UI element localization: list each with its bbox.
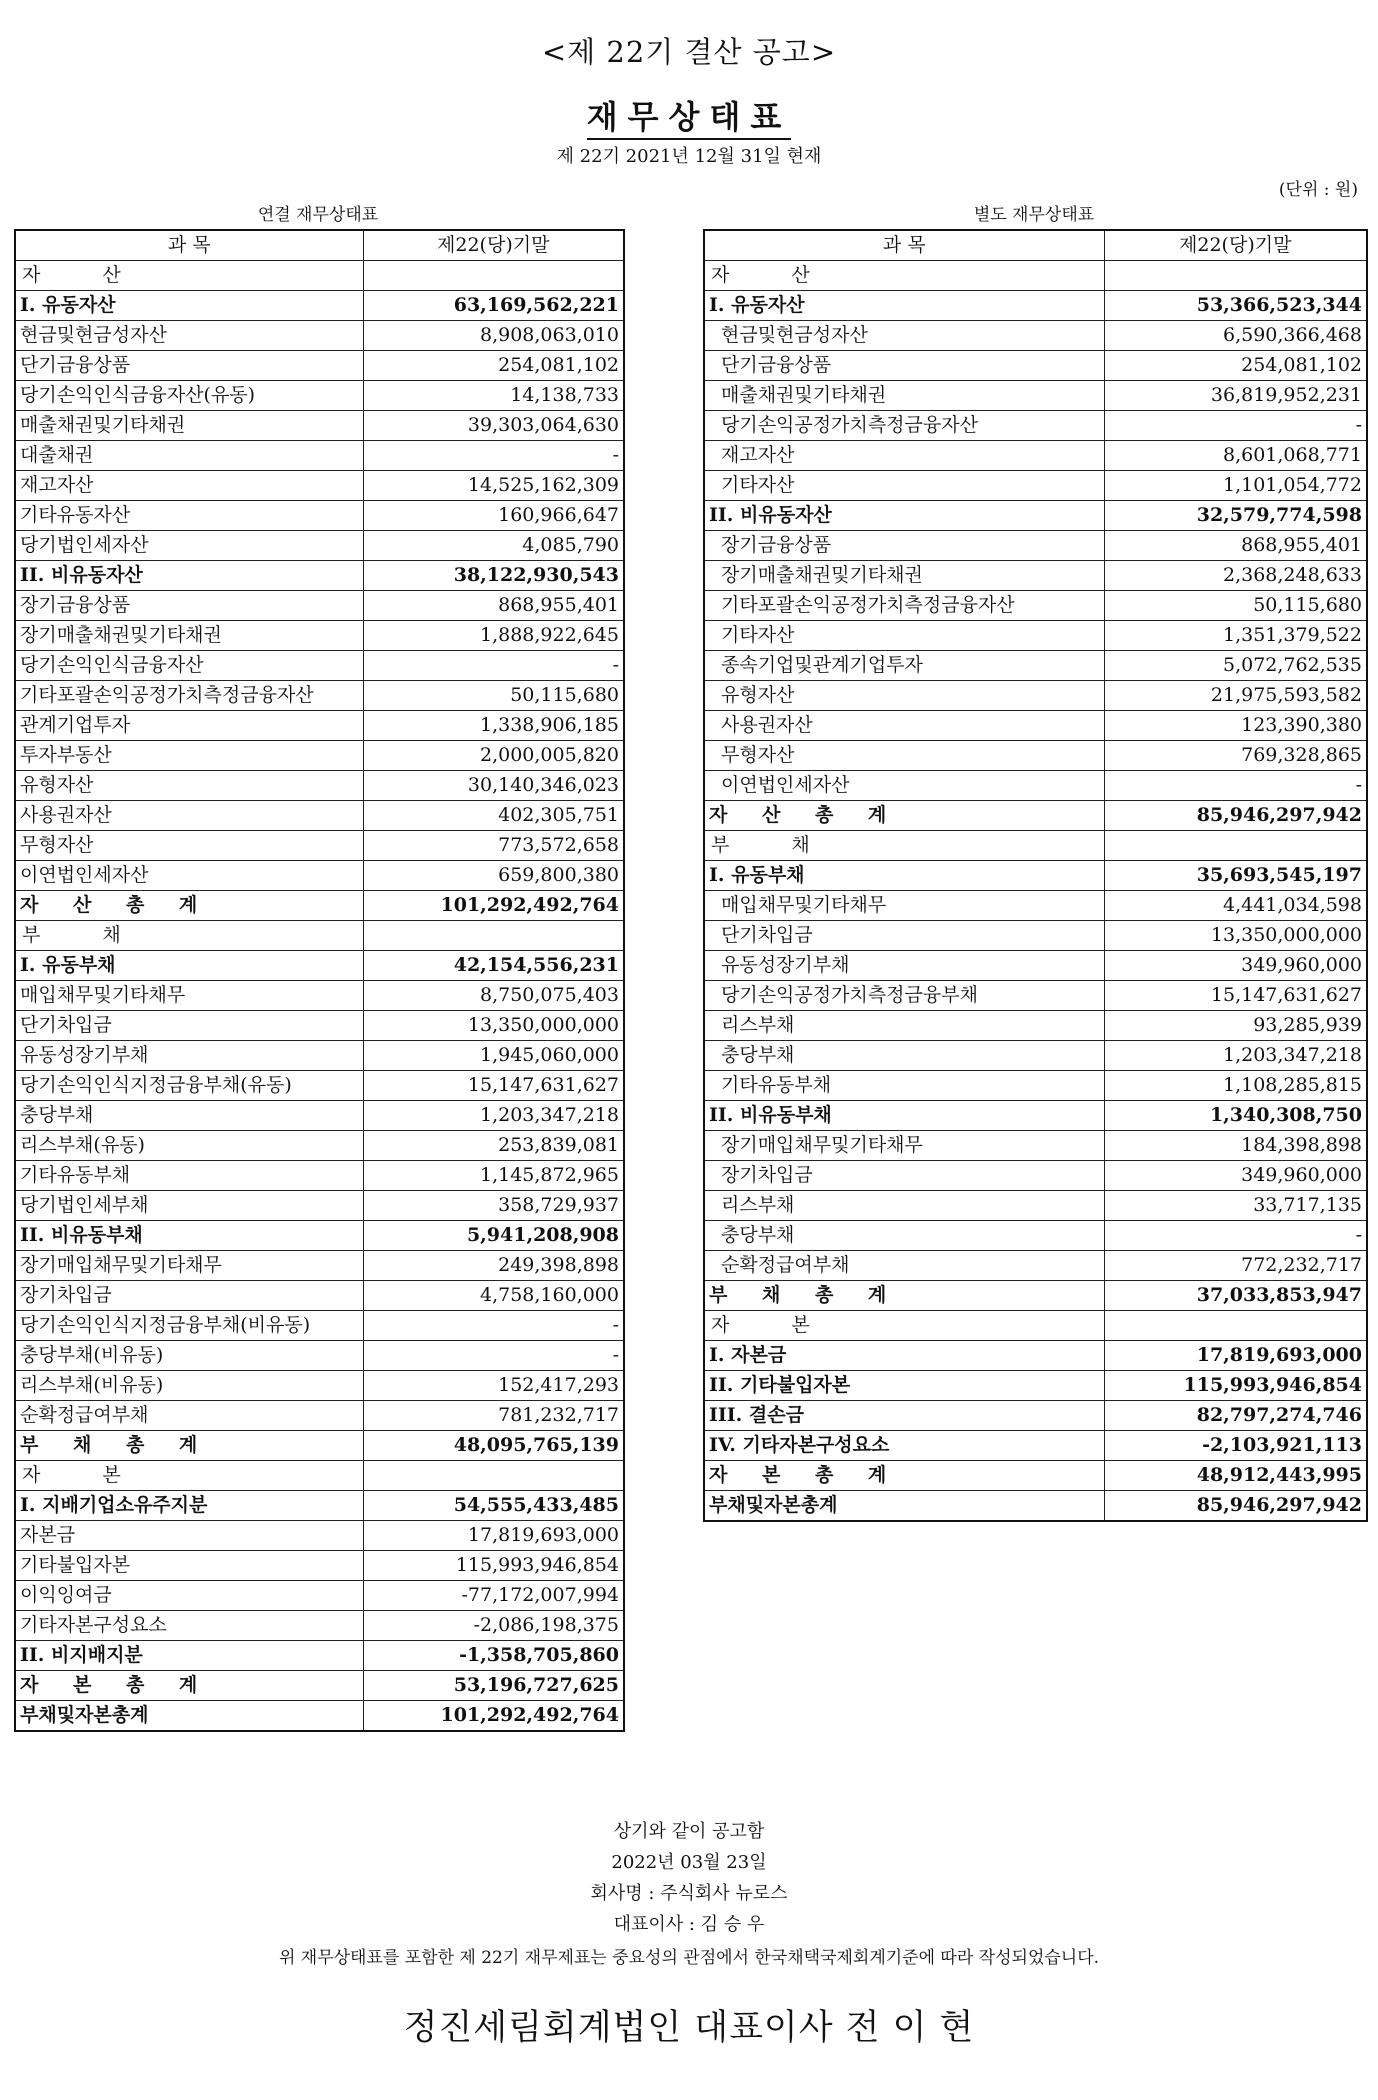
table-row bbox=[704, 1491, 1367, 1522]
account-value: 5,941,208,908 bbox=[363, 1221, 624, 1251]
account-name: 장기금융상품 bbox=[704, 531, 1104, 561]
table-row bbox=[704, 891, 1367, 921]
account-value: 17,819,693,000 bbox=[1104, 1341, 1367, 1371]
account-name: 매출채권및기타채권 bbox=[704, 381, 1104, 411]
account-value: 53,196,727,625 bbox=[363, 1671, 624, 1701]
account-name: 이연법인세자산 bbox=[704, 771, 1104, 801]
account-value: 54,555,433,485 bbox=[363, 1491, 624, 1521]
account-name: 기타불입자본 bbox=[15, 1551, 363, 1581]
account-name: I. 유동자산 bbox=[15, 291, 363, 321]
auditor-signature: 정진세림회계법인 대표이사 전 이 현 bbox=[403, 2008, 975, 2048]
account-name: 리스부채(비유동) bbox=[15, 1371, 363, 1401]
page-title: <제 22기 결산 공고> bbox=[541, 35, 837, 69]
account-value: 254,081,102 bbox=[1104, 351, 1367, 381]
table-row bbox=[704, 291, 1367, 321]
consolidated-balance-sheet bbox=[14, 229, 625, 1732]
account-value bbox=[363, 261, 624, 291]
account-value: 1,101,054,772 bbox=[1104, 471, 1367, 501]
table-row bbox=[15, 1281, 624, 1311]
table-row bbox=[15, 1101, 624, 1131]
account-name: 자 산 bbox=[704, 261, 1104, 291]
account-name: 이익잉여금 bbox=[15, 1581, 363, 1611]
table-row bbox=[15, 531, 624, 561]
table-header bbox=[15, 230, 624, 261]
announcement-date: 2022년 03월 23일 bbox=[611, 1852, 767, 1873]
table-row bbox=[704, 1131, 1367, 1161]
account-value: - bbox=[363, 1311, 624, 1341]
account-name: 당기법인세자산 bbox=[15, 531, 363, 561]
account-value bbox=[363, 921, 624, 951]
table-header bbox=[704, 230, 1367, 261]
table-row bbox=[15, 1461, 624, 1491]
account-value bbox=[1104, 1311, 1367, 1341]
table-row bbox=[15, 441, 624, 471]
reporting-period: 제 22기 2021년 12월 31일 현재 bbox=[556, 146, 822, 167]
account-name: 충당부채 bbox=[704, 1221, 1104, 1251]
account-value: 769,328,865 bbox=[1104, 741, 1367, 771]
account-value: 358,729,937 bbox=[363, 1191, 624, 1221]
account-value: 17,819,693,000 bbox=[363, 1521, 624, 1551]
account-value: 101,292,492,764 bbox=[363, 891, 624, 921]
table-row bbox=[704, 771, 1367, 801]
account-name: 기타자산 bbox=[704, 471, 1104, 501]
table-row bbox=[15, 1371, 624, 1401]
table-row bbox=[15, 1671, 624, 1701]
table-row bbox=[704, 1161, 1367, 1191]
account-value: -1,358,705,860 bbox=[363, 1641, 624, 1671]
account-value: 249,398,898 bbox=[363, 1251, 624, 1281]
header-value: 제22(당)기말 bbox=[1104, 230, 1367, 261]
account-value: 14,138,733 bbox=[363, 381, 624, 411]
account-value bbox=[363, 1461, 624, 1491]
table-row bbox=[15, 891, 624, 921]
table-row bbox=[704, 1191, 1367, 1221]
table-row bbox=[15, 1611, 624, 1641]
account-name: 유형자산 bbox=[15, 771, 363, 801]
account-value: 15,147,631,627 bbox=[363, 1071, 624, 1101]
account-value: 63,169,562,221 bbox=[363, 291, 624, 321]
account-value: - bbox=[1104, 411, 1367, 441]
table-row bbox=[15, 831, 624, 861]
table-row bbox=[15, 1551, 624, 1581]
account-value: 85,946,297,942 bbox=[1104, 1491, 1367, 1522]
account-name: 자 본 bbox=[704, 1311, 1104, 1341]
account-name: 자 산 총 계 bbox=[15, 891, 363, 921]
account-value: 2,000,005,820 bbox=[363, 741, 624, 771]
account-value: 402,305,751 bbox=[363, 801, 624, 831]
account-value: 4,085,790 bbox=[363, 531, 624, 561]
account-name: II. 비유동자산 bbox=[704, 501, 1104, 531]
table-row bbox=[704, 1281, 1367, 1311]
account-value: -2,103,921,113 bbox=[1104, 1431, 1367, 1461]
account-name: II. 비유동자산 bbox=[15, 561, 363, 591]
account-name: 리스부채 bbox=[704, 1191, 1104, 1221]
account-value: 36,819,952,231 bbox=[1104, 381, 1367, 411]
account-name: 당기손익공정가치측정금융부채 bbox=[704, 981, 1104, 1011]
account-value: 82,797,274,746 bbox=[1104, 1401, 1367, 1431]
table-row bbox=[704, 471, 1367, 501]
account-name: 종속기업및관계기업투자 bbox=[704, 651, 1104, 681]
table-row bbox=[704, 681, 1367, 711]
account-value: 1,108,285,815 bbox=[1104, 1071, 1367, 1101]
account-name: 무형자산 bbox=[15, 831, 363, 861]
account-name: II. 비유동부채 bbox=[704, 1101, 1104, 1131]
account-name: 자 산 bbox=[15, 261, 363, 291]
account-name: II. 비유동부채 bbox=[15, 1221, 363, 1251]
table-row bbox=[15, 1011, 624, 1041]
account-name: 자 본 총 계 bbox=[704, 1461, 1104, 1491]
account-value: 101,292,492,764 bbox=[363, 1701, 624, 1732]
table-row bbox=[704, 1461, 1367, 1491]
account-value: 160,966,647 bbox=[363, 501, 624, 531]
table-row bbox=[704, 741, 1367, 771]
account-name: 부채및자본총계 bbox=[704, 1491, 1104, 1522]
account-value: 13,350,000,000 bbox=[1104, 921, 1367, 951]
table-row bbox=[704, 1071, 1367, 1101]
account-name: 부 채 bbox=[15, 921, 363, 951]
account-name: 장기차입금 bbox=[704, 1161, 1104, 1191]
account-name: 현금및현금성자산 bbox=[15, 321, 363, 351]
account-name: 기타유동부채 bbox=[15, 1161, 363, 1191]
account-name: 매입채무및기타채무 bbox=[15, 981, 363, 1011]
account-name: 부 채 총 계 bbox=[704, 1281, 1104, 1311]
account-name: IV. 기타자본구성요소 bbox=[704, 1431, 1104, 1461]
table-row bbox=[704, 1371, 1367, 1401]
account-value: 868,955,401 bbox=[1104, 531, 1367, 561]
audit-opinion: 위 재무상태표를 포함한 제 22기 재무제표는 중요성의 관점에서 한국채택국제회계기준에 따라 작성되었습니다. bbox=[278, 1948, 1100, 1968]
account-value: 37,033,853,947 bbox=[1104, 1281, 1367, 1311]
account-value: 773,572,658 bbox=[363, 831, 624, 861]
account-name: 장기차입금 bbox=[15, 1281, 363, 1311]
account-name: 재고자산 bbox=[15, 471, 363, 501]
account-name: I. 자본금 bbox=[704, 1341, 1104, 1371]
account-name: II. 기타불입자본 bbox=[704, 1371, 1104, 1401]
table-row bbox=[704, 531, 1367, 561]
account-name: 단기차입금 bbox=[15, 1011, 363, 1041]
table-row bbox=[15, 291, 624, 321]
account-name: 기타자본구성요소 bbox=[15, 1611, 363, 1641]
account-value bbox=[1104, 831, 1367, 861]
table-row bbox=[15, 351, 624, 381]
table-row bbox=[15, 801, 624, 831]
account-name: 매입채무및기타채무 bbox=[704, 891, 1104, 921]
table-row bbox=[15, 1251, 624, 1281]
account-value: 30,140,346,023 bbox=[363, 771, 624, 801]
account-name: 당기손익공정가치측정금융자산 bbox=[704, 411, 1104, 441]
table-row bbox=[15, 741, 624, 771]
table-row bbox=[704, 591, 1367, 621]
account-name: 유동성장기부채 bbox=[704, 951, 1104, 981]
table-row bbox=[704, 1341, 1367, 1371]
account-name: 당기손익인식금융자산(유동) bbox=[15, 381, 363, 411]
account-name: I. 유동부채 bbox=[15, 951, 363, 981]
table-row bbox=[15, 1581, 624, 1611]
separate-balance-sheet bbox=[703, 229, 1368, 1522]
table-row bbox=[15, 1341, 624, 1371]
header-value: 제22(당)기말 bbox=[363, 230, 624, 261]
account-value: 14,525,162,309 bbox=[363, 471, 624, 501]
account-value: -2,086,198,375 bbox=[363, 1611, 624, 1641]
account-value: 1,203,347,218 bbox=[1104, 1041, 1367, 1071]
header-account: 과 목 bbox=[15, 230, 363, 261]
account-name: 재고자산 bbox=[704, 441, 1104, 471]
account-name: 당기손익인식지정금융부채(유동) bbox=[15, 1071, 363, 1101]
table-row bbox=[704, 1431, 1367, 1461]
table-row bbox=[704, 411, 1367, 441]
account-value: 781,232,717 bbox=[363, 1401, 624, 1431]
account-value: 115,993,946,854 bbox=[363, 1551, 624, 1581]
announcement-note: 상기와 같이 공고함 bbox=[613, 1821, 765, 1842]
company-name: 회사명 : 주식회사 뉴로스 bbox=[590, 1883, 788, 1904]
table-row bbox=[704, 1401, 1367, 1431]
account-name: 매출채권및기타채권 bbox=[15, 411, 363, 441]
table-row bbox=[704, 1221, 1367, 1251]
account-name: 부 채 총 계 bbox=[15, 1431, 363, 1461]
account-name: 단기금융상품 bbox=[15, 351, 363, 381]
account-value: 772,232,717 bbox=[1104, 1251, 1367, 1281]
account-name: 사용권자산 bbox=[704, 711, 1104, 741]
table-row bbox=[15, 1131, 624, 1161]
table-row bbox=[704, 651, 1367, 681]
account-name: 충당부채 bbox=[15, 1101, 363, 1131]
account-name: 장기매출채권및기타채권 bbox=[15, 621, 363, 651]
account-value: 93,285,939 bbox=[1104, 1011, 1367, 1041]
table-row bbox=[15, 1521, 624, 1551]
table-row bbox=[15, 381, 624, 411]
account-name: 현금및현금성자산 bbox=[704, 321, 1104, 351]
account-value: 4,758,160,000 bbox=[363, 1281, 624, 1311]
table-row bbox=[15, 771, 624, 801]
table-row bbox=[704, 621, 1367, 651]
table-row bbox=[15, 411, 624, 441]
account-value: 115,993,946,854 bbox=[1104, 1371, 1367, 1401]
account-value: - bbox=[1104, 771, 1367, 801]
account-value: 42,154,556,231 bbox=[363, 951, 624, 981]
account-name: 기타유동자산 bbox=[15, 501, 363, 531]
account-value: 2,368,248,633 bbox=[1104, 561, 1367, 591]
account-name: 사용권자산 bbox=[15, 801, 363, 831]
table-row bbox=[704, 1011, 1367, 1041]
table-row bbox=[704, 441, 1367, 471]
account-name: 순확정급여부채 bbox=[704, 1251, 1104, 1281]
table-row bbox=[15, 681, 624, 711]
account-value: 1,338,906,185 bbox=[363, 711, 624, 741]
account-name: 자본금 bbox=[15, 1521, 363, 1551]
account-value: 8,750,075,403 bbox=[363, 981, 624, 1011]
account-name: 자 산 총 계 bbox=[704, 801, 1104, 831]
account-value: 184,398,898 bbox=[1104, 1131, 1367, 1161]
table-row bbox=[704, 381, 1367, 411]
table-row bbox=[15, 1221, 624, 1251]
account-name: I. 유동부채 bbox=[704, 861, 1104, 891]
account-name: 자 본 bbox=[15, 1461, 363, 1491]
account-value: 253,839,081 bbox=[363, 1131, 624, 1161]
account-value bbox=[1104, 261, 1367, 291]
account-value: 8,908,063,010 bbox=[363, 321, 624, 351]
table-row bbox=[15, 621, 624, 651]
account-name: 부채및자본총계 bbox=[15, 1701, 363, 1732]
account-name: 단기금융상품 bbox=[704, 351, 1104, 381]
account-name: 리스부채(유동) bbox=[15, 1131, 363, 1161]
separate-caption: 별도 재무상태표 bbox=[973, 205, 1095, 225]
account-name: 충당부채(비유동) bbox=[15, 1341, 363, 1371]
account-name: 기타자산 bbox=[704, 621, 1104, 651]
table-row bbox=[704, 1101, 1367, 1131]
account-name: 관계기업투자 bbox=[15, 711, 363, 741]
table-row bbox=[15, 321, 624, 351]
account-value: 1,945,060,000 bbox=[363, 1041, 624, 1071]
account-value: 33,717,135 bbox=[1104, 1191, 1367, 1221]
table-row bbox=[15, 561, 624, 591]
account-value: - bbox=[363, 651, 624, 681]
account-value: 123,390,380 bbox=[1104, 711, 1367, 741]
account-value: 6,590,366,468 bbox=[1104, 321, 1367, 351]
account-value: 35,693,545,197 bbox=[1104, 861, 1367, 891]
table-row bbox=[15, 261, 624, 291]
table-row bbox=[15, 471, 624, 501]
account-value: 349,960,000 bbox=[1104, 1161, 1367, 1191]
table-row bbox=[704, 261, 1367, 291]
table-row bbox=[15, 1401, 624, 1431]
table-row bbox=[15, 1491, 624, 1521]
account-value: 48,912,443,995 bbox=[1104, 1461, 1367, 1491]
table-row bbox=[704, 981, 1367, 1011]
table-row bbox=[15, 1071, 624, 1101]
account-value: 868,955,401 bbox=[363, 591, 624, 621]
account-value: 659,800,380 bbox=[363, 861, 624, 891]
account-value: 4,441,034,598 bbox=[1104, 891, 1367, 921]
table-row bbox=[15, 591, 624, 621]
account-value: 1,145,872,965 bbox=[363, 1161, 624, 1191]
account-value: 21,975,593,582 bbox=[1104, 681, 1367, 711]
account-value: 1,888,922,645 bbox=[363, 621, 624, 651]
account-name: 기타포괄손익공정가치측정금융자산 bbox=[704, 591, 1104, 621]
table-row bbox=[704, 351, 1367, 381]
table-row bbox=[704, 1041, 1367, 1071]
account-name: 장기매입채무및기타채무 bbox=[704, 1131, 1104, 1161]
table-row bbox=[15, 981, 624, 1011]
table-row bbox=[15, 651, 624, 681]
ceo-name: 대표이사 : 김 승 우 bbox=[613, 1914, 765, 1935]
table-row bbox=[15, 1701, 624, 1732]
table-row bbox=[704, 861, 1367, 891]
table-row bbox=[15, 1041, 624, 1071]
account-value: - bbox=[363, 441, 624, 471]
account-name: 장기매입채무및기타채무 bbox=[15, 1251, 363, 1281]
table-row bbox=[704, 711, 1367, 741]
statement-title bbox=[0, 92, 1378, 138]
table-row bbox=[15, 501, 624, 531]
table-row bbox=[15, 1641, 624, 1671]
account-value: 5,072,762,535 bbox=[1104, 651, 1367, 681]
account-name: 유동성장기부채 bbox=[15, 1041, 363, 1071]
table-row bbox=[15, 1161, 624, 1191]
table-row bbox=[15, 711, 624, 741]
table-row bbox=[15, 1311, 624, 1341]
account-name: 기타포괄손익공정가치측정금융자산 bbox=[15, 681, 363, 711]
table-row bbox=[704, 321, 1367, 351]
account-value: - bbox=[1104, 1221, 1367, 1251]
account-name: 장기금융상품 bbox=[15, 591, 363, 621]
account-name: 당기손익인식지정금융부채(비유동) bbox=[15, 1311, 363, 1341]
account-name: 자 본 총 계 bbox=[15, 1671, 363, 1701]
account-name: 유형자산 bbox=[704, 681, 1104, 711]
account-name: III. 결손금 bbox=[704, 1401, 1104, 1431]
account-value: 13,350,000,000 bbox=[363, 1011, 624, 1041]
table-row bbox=[704, 561, 1367, 591]
account-name: 당기손익인식금융자산 bbox=[15, 651, 363, 681]
account-value: 254,081,102 bbox=[363, 351, 624, 381]
table-row bbox=[15, 1191, 624, 1221]
consolidated-caption: 연결 재무상태표 bbox=[257, 205, 379, 225]
account-name: 기타유동부채 bbox=[704, 1071, 1104, 1101]
statement-title-text: 재무상태표 bbox=[587, 98, 792, 140]
account-name: 당기법인세부채 bbox=[15, 1191, 363, 1221]
account-name: I. 지배기업소유주지분 bbox=[15, 1491, 363, 1521]
table-row bbox=[15, 861, 624, 891]
account-name: 이연법인세자산 bbox=[15, 861, 363, 891]
account-value: 152,417,293 bbox=[363, 1371, 624, 1401]
table-row bbox=[704, 501, 1367, 531]
table-row bbox=[704, 831, 1367, 861]
table-row bbox=[15, 951, 624, 981]
account-value: 53,366,523,344 bbox=[1104, 291, 1367, 321]
currency-unit: (단위 : 원) bbox=[1278, 180, 1358, 200]
table-row bbox=[15, 921, 624, 951]
account-value: 1,340,308,750 bbox=[1104, 1101, 1367, 1131]
account-value: 50,115,680 bbox=[1104, 591, 1367, 621]
account-name: I. 유동자산 bbox=[704, 291, 1104, 321]
account-value: 39,303,064,630 bbox=[363, 411, 624, 441]
account-name: 단기차입금 bbox=[704, 921, 1104, 951]
table-row bbox=[704, 1311, 1367, 1341]
account-name: 장기매출채권및기타채권 bbox=[704, 561, 1104, 591]
account-name: II. 비지배지분 bbox=[15, 1641, 363, 1671]
account-value: 50,115,680 bbox=[363, 681, 624, 711]
account-name: 투자부동산 bbox=[15, 741, 363, 771]
account-name: 대출채권 bbox=[15, 441, 363, 471]
account-value: 85,946,297,942 bbox=[1104, 801, 1367, 831]
account-value: 38,122,930,543 bbox=[363, 561, 624, 591]
table-row bbox=[704, 1251, 1367, 1281]
account-value: 8,601,068,771 bbox=[1104, 441, 1367, 471]
account-value: 349,960,000 bbox=[1104, 951, 1367, 981]
account-value: 48,095,765,139 bbox=[363, 1431, 624, 1461]
header-account: 과 목 bbox=[704, 230, 1104, 261]
account-value: 15,147,631,627 bbox=[1104, 981, 1367, 1011]
table-row bbox=[704, 921, 1367, 951]
account-name: 충당부채 bbox=[704, 1041, 1104, 1071]
account-name: 부 채 bbox=[704, 831, 1104, 861]
table-row bbox=[704, 801, 1367, 831]
account-value: - bbox=[363, 1341, 624, 1371]
account-value: 1,351,379,522 bbox=[1104, 621, 1367, 651]
table-row bbox=[15, 1431, 624, 1461]
account-name: 순확정급여부채 bbox=[15, 1401, 363, 1431]
table-row bbox=[704, 951, 1367, 981]
account-value: -77,172,007,994 bbox=[363, 1581, 624, 1611]
account-value: 1,203,347,218 bbox=[363, 1101, 624, 1131]
account-name: 리스부채 bbox=[704, 1011, 1104, 1041]
account-name: 무형자산 bbox=[704, 741, 1104, 771]
account-value: 32,579,774,598 bbox=[1104, 501, 1367, 531]
